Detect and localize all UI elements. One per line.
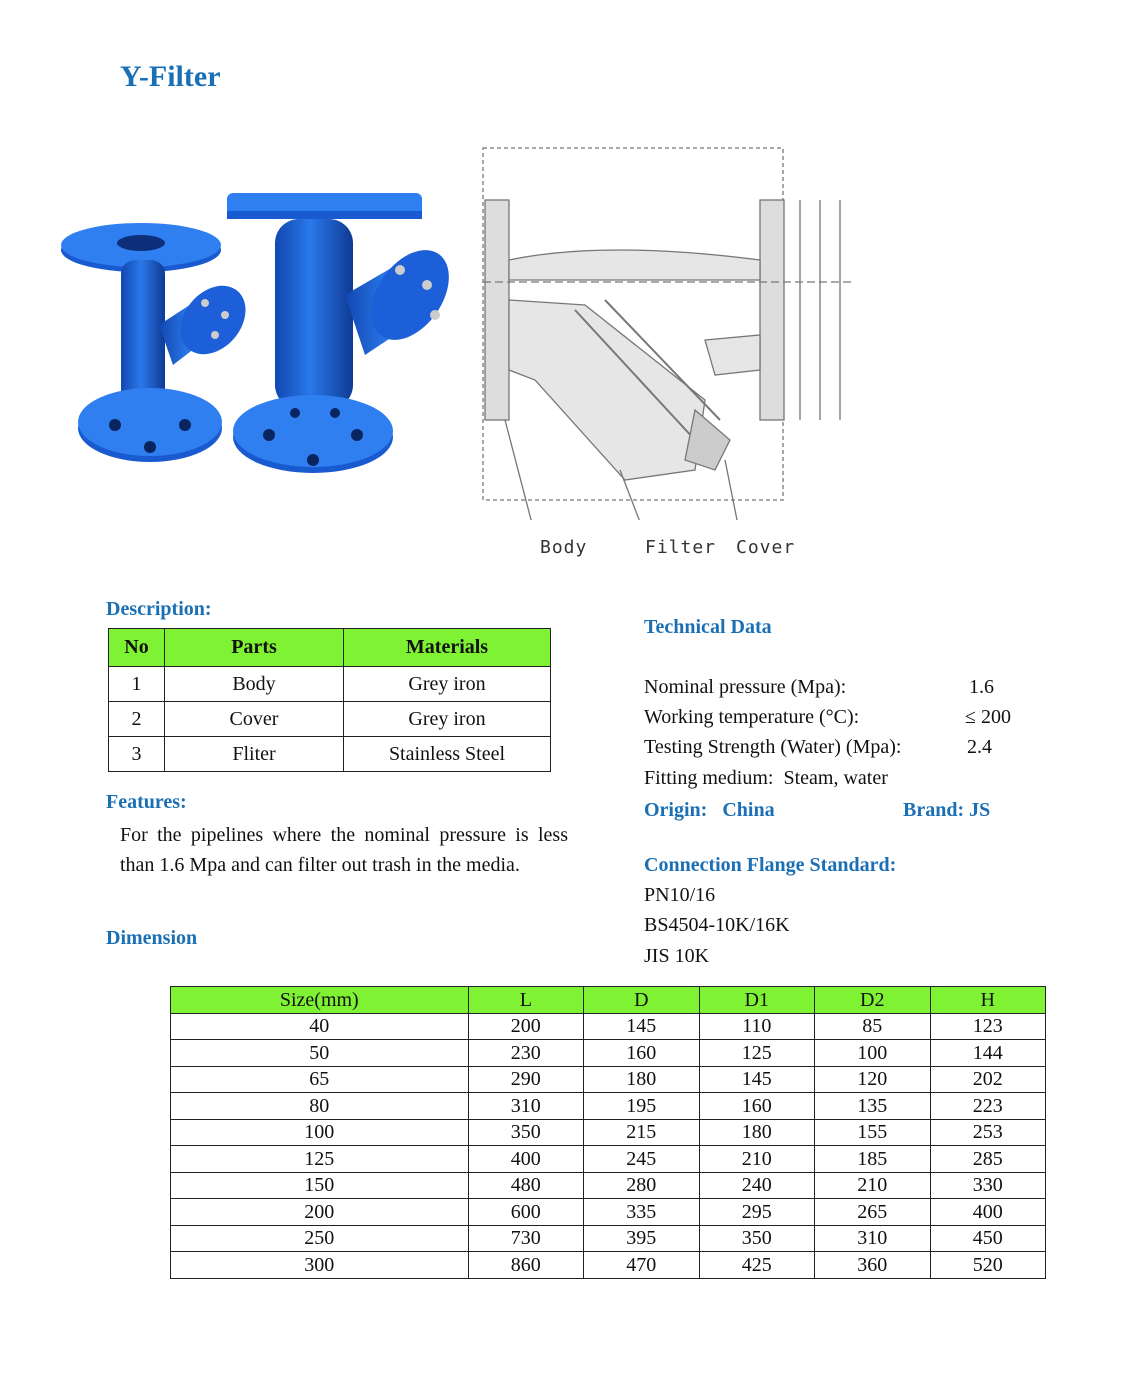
dim-col-d2: D2 <box>815 987 930 1014</box>
dimension-cell: 350 <box>699 1225 814 1252</box>
dimension-cell: 180 <box>699 1119 814 1146</box>
dim-col-h: H <box>930 987 1046 1014</box>
dimension-cell: 480 <box>468 1172 583 1199</box>
table-row <box>171 1066 1046 1093</box>
dimension-cell: 144 <box>930 1040 1046 1067</box>
dimension-cell: 230 <box>468 1040 583 1067</box>
parts-cell: 2 <box>109 702 165 737</box>
page-title: Y-Filter <box>120 60 221 93</box>
valve-photo-icon <box>55 185 465 475</box>
tech-value-temperature: ≤ 200 <box>965 706 1011 728</box>
dimension-cell: 160 <box>584 1040 699 1067</box>
parts-table <box>108 628 551 772</box>
dim-col-l: L <box>468 987 583 1014</box>
dimension-table-header <box>171 987 1046 1014</box>
technical-heading: Technical Data <box>644 616 772 638</box>
dimension-cell: 123 <box>930 1013 1046 1040</box>
dimension-cell: 310 <box>468 1093 583 1120</box>
dimension-heading: Dimension <box>106 927 198 949</box>
dimension-cell: 110 <box>699 1013 814 1040</box>
tech-label-temperature: Working temperature (°C): <box>644 706 860 728</box>
table-row <box>109 702 551 737</box>
dimension-cell: 860 <box>468 1252 583 1279</box>
dimension-cell: 180 <box>584 1066 699 1093</box>
diagram-label-body: Body <box>540 537 588 558</box>
dimension-cell: 400 <box>468 1146 583 1173</box>
dimension-cell: 85 <box>815 1013 930 1040</box>
tech-value-testing: 2.4 <box>967 736 992 758</box>
dimension-cell: 295 <box>699 1199 814 1226</box>
parts-cell: 1 <box>109 667 165 702</box>
dim-col-d: D <box>584 987 699 1014</box>
parts-cell: Grey iron <box>344 667 551 702</box>
diagram-label-cover: Cover <box>736 537 796 558</box>
dimension-cell: 65 <box>171 1066 469 1093</box>
dimension-cell: 253 <box>930 1119 1046 1146</box>
dimension-cell: 202 <box>930 1066 1046 1093</box>
features-heading: Features: <box>106 791 187 813</box>
dimension-cell: 185 <box>815 1146 930 1173</box>
dimension-cell: 520 <box>930 1252 1046 1279</box>
dimension-cell: 120 <box>815 1066 930 1093</box>
dimension-cell: 145 <box>584 1013 699 1040</box>
dimension-cell: 280 <box>584 1172 699 1199</box>
dimension-cell: 125 <box>699 1040 814 1067</box>
dimension-cell: 223 <box>930 1093 1046 1120</box>
table-row <box>171 1172 1046 1199</box>
features-text: For the pipelines where the nominal pressure is less than 1.6 Mpa and can filter out trash in the media. <box>120 824 568 876</box>
table-row <box>171 1146 1046 1173</box>
diagram-label-filter: Filter <box>645 537 717 558</box>
table-row <box>171 1013 1046 1040</box>
dim-col-d1: D1 <box>699 987 814 1014</box>
dimension-cell: 195 <box>584 1093 699 1120</box>
table-row <box>171 1093 1046 1120</box>
table-row <box>171 1199 1046 1226</box>
dimension-cell: 100 <box>815 1040 930 1067</box>
dimension-cell: 80 <box>171 1093 469 1120</box>
dimension-cell: 360 <box>815 1252 930 1279</box>
dimension-cell: 600 <box>468 1199 583 1226</box>
dimension-cell: 50 <box>171 1040 469 1067</box>
dimension-cell: 150 <box>171 1172 469 1199</box>
dimension-cell: 200 <box>468 1013 583 1040</box>
dimension-cell: 250 <box>171 1225 469 1252</box>
parts-cell: Body <box>165 667 344 702</box>
table-row <box>171 1252 1046 1279</box>
dimension-cell: 240 <box>699 1172 814 1199</box>
dimension-cell: 470 <box>584 1252 699 1279</box>
dim-col-size: Size(mm) <box>171 987 469 1014</box>
dimension-cell: 125 <box>171 1146 469 1173</box>
dimension-cell: 335 <box>584 1199 699 1226</box>
table-row <box>171 1119 1046 1146</box>
dimension-cell: 135 <box>815 1093 930 1120</box>
dimension-cell: 265 <box>815 1199 930 1226</box>
table-row <box>171 1225 1046 1252</box>
flange-item: PN10/16 <box>644 884 716 906</box>
flange-item: JIS 10K <box>644 945 710 967</box>
tech-medium: Fitting medium: Steam, water <box>644 767 888 789</box>
dimension-cell: 730 <box>468 1225 583 1252</box>
parts-col-materials: Materials <box>344 629 551 667</box>
dimension-cell: 210 <box>815 1172 930 1199</box>
parts-col-no: No <box>109 629 165 667</box>
table-row <box>109 667 551 702</box>
description-heading: Description: <box>106 598 212 620</box>
dimension-cell: 285 <box>930 1146 1046 1173</box>
dimension-cell: 215 <box>584 1119 699 1146</box>
dimension-cell: 310 <box>815 1225 930 1252</box>
parts-table-header <box>109 629 551 667</box>
dimension-cell: 145 <box>699 1066 814 1093</box>
table-row <box>109 737 551 772</box>
dimension-cell: 290 <box>468 1066 583 1093</box>
parts-cell: Fliter <box>165 737 344 772</box>
dimension-cell: 330 <box>930 1172 1046 1199</box>
dimension-cell: 450 <box>930 1225 1046 1252</box>
table-row <box>171 1040 1046 1067</box>
origin-label: Origin: China <box>644 799 775 821</box>
dimension-cell: 245 <box>584 1146 699 1173</box>
flange-item: BS4504-10K/16K <box>644 914 790 936</box>
parts-col-parts: Parts <box>165 629 344 667</box>
flange-heading: Connection Flange Standard: <box>644 854 897 876</box>
dimension-table <box>170 986 1046 1279</box>
dimension-cell: 160 <box>699 1093 814 1120</box>
cross-section-diagram-icon <box>455 140 875 520</box>
dimension-cell: 100 <box>171 1119 469 1146</box>
dimension-cell: 200 <box>171 1199 469 1226</box>
tech-value-pressure: 1.6 <box>969 676 994 698</box>
dimension-cell: 40 <box>171 1013 469 1040</box>
brand-label: Brand: JS <box>903 799 991 821</box>
dimension-cell: 395 <box>584 1225 699 1252</box>
parts-cell: 3 <box>109 737 165 772</box>
dimension-cell: 425 <box>699 1252 814 1279</box>
tech-label-pressure: Nominal pressure (Mpa): <box>644 676 847 698</box>
tech-label-testing: Testing Strength (Water) (Mpa): <box>644 736 902 758</box>
dimension-cell: 155 <box>815 1119 930 1146</box>
dimension-cell: 210 <box>699 1146 814 1173</box>
parts-cell: Stainless Steel <box>344 737 551 772</box>
dimension-cell: 300 <box>171 1252 469 1279</box>
dimension-cell: 400 <box>930 1199 1046 1226</box>
parts-cell: Cover <box>165 702 344 737</box>
dimension-cell: 350 <box>468 1119 583 1146</box>
parts-cell: Grey iron <box>344 702 551 737</box>
